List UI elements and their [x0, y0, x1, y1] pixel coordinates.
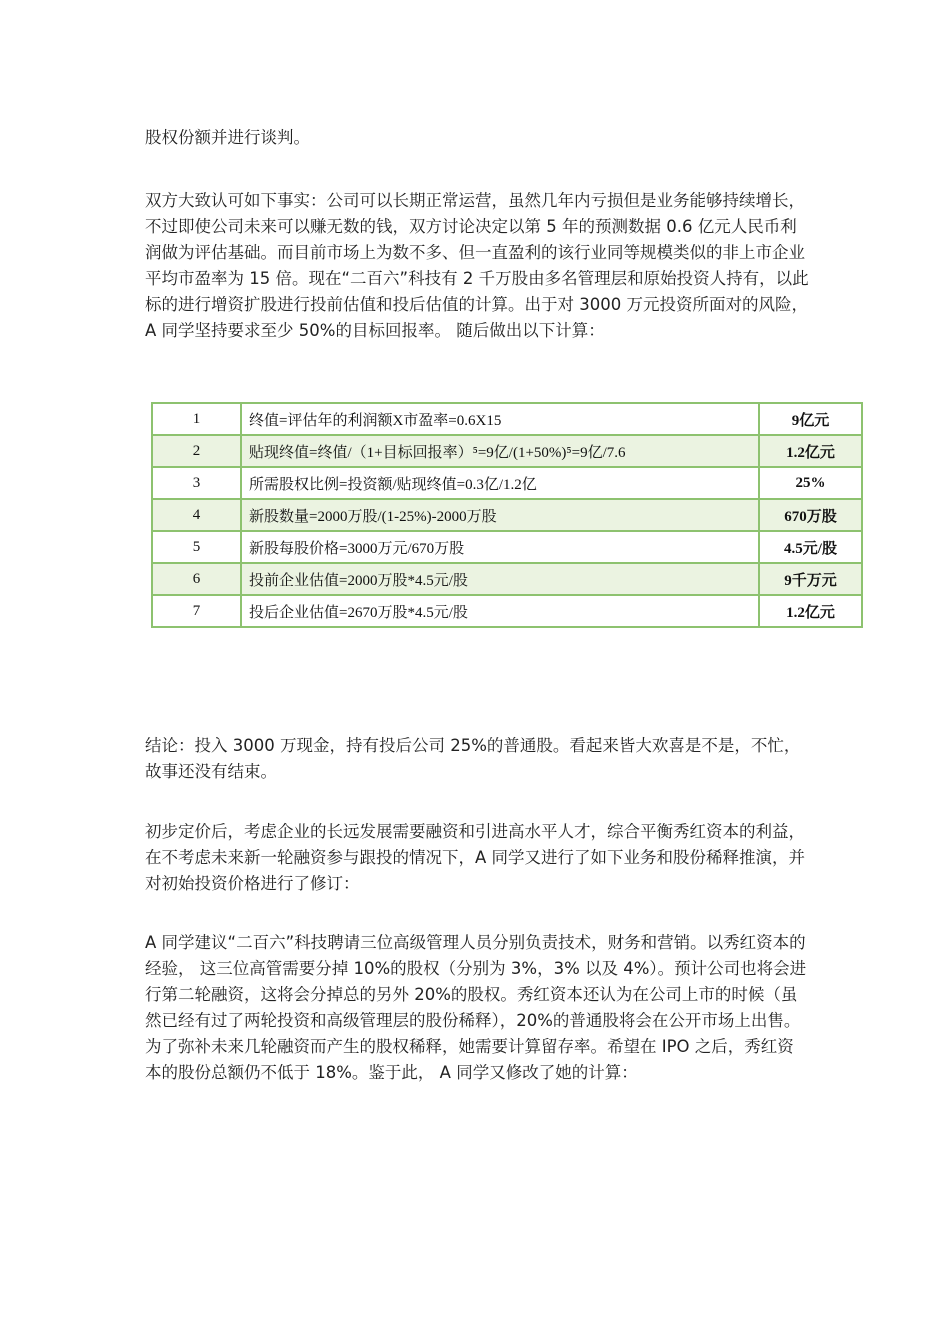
row-number: 2: [152, 435, 241, 467]
row-result: 670万股: [759, 499, 862, 531]
paragraph-text: 初步定价后，考虑企业的长远发展需要融资和引进高水平人才，综合平衡秀红资本的利益，在不考虑未来新一轮融资参与跟投的情况下，A 同学又进行了如下业务和股份稀释推演，并对初始投资价格进行了修订：: [145, 822, 806, 893]
paragraph-text: 股权份额并进行谈判。: [145, 128, 310, 147]
row-result: 25%: [759, 467, 862, 499]
row-formula: 投前企业估值=2000万股*4.5元/股: [241, 563, 759, 595]
row-number: 1: [152, 403, 241, 435]
row-result: 1.2亿元: [759, 435, 862, 467]
paragraph-text: 结论：投入 3000 万现金，持有投后公司 25%的普通股。看起来皆大欢喜是不是，不忙，故事还没有结束。: [145, 736, 801, 781]
row-result: 9亿元: [759, 403, 862, 435]
table-row: [152, 403, 862, 435]
paragraph-conclusion: [145, 733, 810, 785]
table-row: [152, 563, 862, 595]
row-formula: 所需股权比例=投资额/贴现终值=0.3亿/1.2亿: [241, 467, 759, 499]
table-row: [152, 499, 862, 531]
row-formula: 投后企业估值=2670万股*4.5元/股: [241, 595, 759, 627]
paragraph-text: 双方大致认可如下事实：公司可以长期正常运营，虽然几年内亏损但是业务能够持续增长，不过即使公司未来可以赚无数的钱，双方讨论决定以第 5 年的预测数据 0.6 亿元人民币利润做为评估基础。而目前市场上为数不多、但一直盈利的该行业同等规模类似的非上市企业平均市盈率为 15 倍。现在“二百六”科技有 2 千万股由多名管理层和原始投资人持有，以此标的进行增资扩股进行投前估值和投后估值的计算。出于对 3000 万元投资所面对的风险，A 同学坚持要求至少 50%的目标回报率。 随后做出以下计算：: [145, 191, 809, 340]
row-result: 9千万元: [759, 563, 862, 595]
table-row: [152, 435, 862, 467]
row-number: 3: [152, 467, 241, 499]
table-row: [152, 467, 862, 499]
paragraph-facts: [145, 188, 810, 344]
row-formula: 贴现终值=终值/（1+目标回报率）⁵=9亿/(1+50%)⁵=9亿/7.6: [241, 435, 759, 467]
paragraph-intro: [145, 125, 810, 151]
valuation-table: [151, 402, 863, 628]
table-row: [152, 531, 862, 563]
row-number: 7: [152, 595, 241, 627]
row-number: 4: [152, 499, 241, 531]
paragraph-preliminary-pricing: [145, 819, 810, 897]
row-result: 4.5元/股: [759, 531, 862, 563]
table-row: [152, 595, 862, 627]
paragraph-dilution: [145, 930, 810, 1086]
row-result: 1.2亿元: [759, 595, 862, 627]
paragraph-text: A 同学建议“二百六”科技聘请三位高级管理人员分别负责技术，财务和营销。以秀红资本的经验， 这三位高管需要分掉 10%的股权（分别为 3%，3% 以及 4%）。预计公司也将会进行第二轮融资，这将会分掉总的另外 20%的股权。秀红资本还认为在公司上市的时候（虽然已经有过了两轮投资和高级管理层的股份稀释），20%的普通股将会在公开市场上出售。为了弥补未来几轮融资而产生的股权稀释，她需要计算留存率。希望在 IPO 之后，秀红资本的股份总额仍不低于 18%。鉴于此， A 同学又修改了她的计算：: [145, 933, 807, 1082]
row-number: 6: [152, 563, 241, 595]
row-formula: 终值=评估年的利润额X市盈率=0.6X15: [241, 403, 759, 435]
row-number: 5: [152, 531, 241, 563]
row-formula: 新股数量=2000万股/(1-25%)-2000万股: [241, 499, 759, 531]
row-formula: 新股每股价格=3000万元/670万股: [241, 531, 759, 563]
